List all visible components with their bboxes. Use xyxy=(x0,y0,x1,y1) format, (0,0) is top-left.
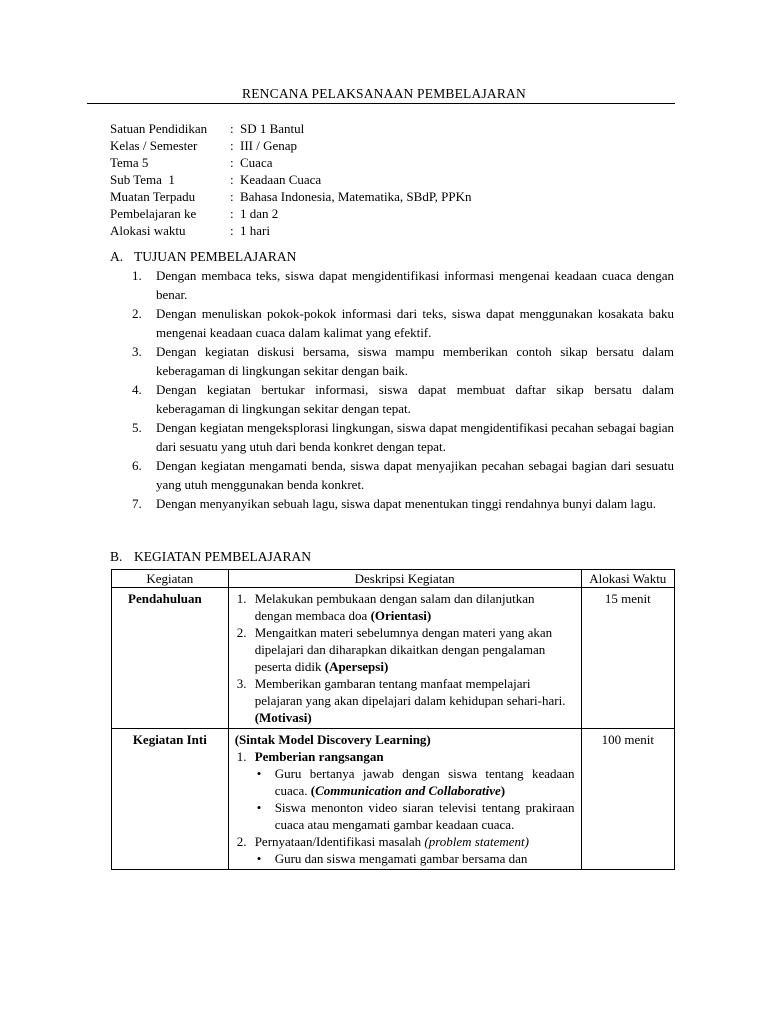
goal-number: 4. xyxy=(132,382,142,397)
goal-item xyxy=(132,342,674,380)
step-title: Pernyataan/Identifikasi masalah xyxy=(254,834,425,849)
activities-table xyxy=(111,569,675,870)
list-item xyxy=(235,624,575,675)
identity-label: Satuan Pendidikan xyxy=(110,121,208,136)
goal-text: Dengan kegiatan mengamati benda, siswa dapat menyajikan pecahan sebagai bagian dari sesuatu yang utuh menggunakan benda konkret. xyxy=(156,458,674,492)
goals-list xyxy=(132,266,674,513)
goal-item xyxy=(132,456,674,494)
step-tag: (Apersepsi) xyxy=(324,659,389,674)
phase-inti: Kegiatan Inti xyxy=(112,729,229,870)
step-title-italic: (problem statement) xyxy=(424,834,529,849)
goal-item xyxy=(132,304,674,342)
identity-value: Keadaan Cuaca xyxy=(240,172,322,187)
list-item xyxy=(235,748,575,765)
identity-value: III / Genap xyxy=(240,138,298,153)
list-item xyxy=(235,765,575,799)
document-title: RENCANA PELAKSANAAN PEMBELAJARAN xyxy=(242,86,526,101)
step-number: 1. xyxy=(236,749,247,764)
bullet-tag-close: ) xyxy=(500,783,506,798)
identity-label: Kelas / Semester xyxy=(110,138,198,153)
identity-colon: : xyxy=(230,172,234,187)
step-title: Pemberian rangsangan xyxy=(254,749,384,764)
step-tag: (Orientasi) xyxy=(370,608,432,623)
step2-bullets xyxy=(235,850,575,867)
goal-number: 7. xyxy=(132,496,142,511)
bullet-text: Siswa menonton video siaran televisi tentang prakiraan cuaca atau mengamati gambar keadaan cuaca. xyxy=(274,800,575,832)
inti-steps xyxy=(235,748,575,765)
step-text: Memberikan gambaran tentang manfaat mempelajari pelajaran yang akan dipelajari dalam kehidupan sehari-hari. xyxy=(254,676,566,708)
list-item xyxy=(235,799,575,833)
goal-item xyxy=(132,418,674,456)
identity-label: Pembelajaran ke xyxy=(110,206,197,221)
bullet-icon: • xyxy=(256,766,262,781)
goal-number: 3. xyxy=(132,344,142,359)
step1-bullets xyxy=(235,765,575,833)
identity-colon: : xyxy=(230,138,234,153)
goal-text: Dengan kegiatan bertukar informasi, siswa dapat membuat daftar sikap bersatu dalam keberagaman di lingkungan sekitar dengan tepat. xyxy=(156,382,674,416)
list-item xyxy=(235,833,575,850)
goal-item xyxy=(132,266,674,304)
identity-value: SD 1 Bantul xyxy=(240,121,305,136)
step-number: 2. xyxy=(236,834,247,849)
model-title: (Sintak Model Discovery Learning) xyxy=(234,732,431,747)
table-row xyxy=(112,729,675,870)
section-letter: A. xyxy=(110,249,124,264)
section-title: TUJUAN PEMBELAJARAN xyxy=(134,249,297,264)
bullet-icon: • xyxy=(256,851,262,866)
list-item xyxy=(235,590,575,624)
goal-item xyxy=(132,494,674,513)
goal-text: Dengan kegiatan mengeksplorasi lingkungan, siswa dapat mengidentifikasi pecahan sebagai bagian dari sesuatu yang utuh dari benda konkret dengan tepat. xyxy=(156,420,674,454)
identity-label: Alokasi waktu xyxy=(110,223,186,238)
identity-colon: : xyxy=(230,206,234,221)
step-text: Mengaitkan materi sebelumnya dengan materi yang akan dipelajari dan diharapkan dikaitkan dengan pengalaman peserta didik xyxy=(254,625,553,674)
step-text: Melakukan pembukaan dengan salam dan dilanjutkan dengan membaca doa xyxy=(254,591,535,623)
phase-pendahuluan: Pendahuluan xyxy=(112,588,229,729)
identity-label: Muatan Terpadu xyxy=(110,189,196,204)
identity-label: Sub Tema 1 xyxy=(110,172,175,187)
time-inti: 100 menit xyxy=(581,729,674,870)
bullet-text: Guru bertanya jawab dengan siswa tentang keadaan cuaca. xyxy=(274,766,575,798)
page-bottom-margin xyxy=(0,930,768,1024)
table-row xyxy=(112,588,675,729)
identity-colon: : xyxy=(230,155,234,170)
list-item xyxy=(235,850,575,867)
header-deskripsi: Deskripsi Kegiatan xyxy=(228,570,581,588)
section-a-heading xyxy=(110,249,296,265)
inti-description xyxy=(228,729,581,870)
time-pendahuluan: 15 menit xyxy=(581,588,674,729)
step-number: 2. xyxy=(236,625,247,640)
section-letter: B. xyxy=(110,549,123,564)
table-header-row xyxy=(112,570,675,588)
identity-value: 1 hari xyxy=(240,223,270,238)
goal-text: Dengan menuliskan pokok-pokok informasi dari teks, siswa dapat menggunakan kosakata baku mengenai keadaan cuaca dalam kalimat yang efektif. xyxy=(156,306,674,340)
goal-text: Dengan menyanyikan sebuah lagu, siswa dapat menentukan tinggi rendahnya bunyi dalam lagu. xyxy=(156,496,656,511)
identity-value: 1 dan 2 xyxy=(240,206,279,221)
bullet-tag: Communication and Collaborative xyxy=(315,783,501,798)
identity-colon: : xyxy=(230,223,234,238)
bullet-text: Guru dan siswa mengamati gambar bersama dan xyxy=(274,851,528,866)
goal-number: 2. xyxy=(132,306,142,321)
identity-colon: : xyxy=(230,189,234,204)
identity-value: Bahasa Indonesia, Matematika, SBdP, PPKn xyxy=(240,189,472,204)
goal-item xyxy=(132,380,674,418)
bullet-tag-open: ( xyxy=(310,783,316,798)
step-number: 3. xyxy=(236,676,247,691)
header-kegiatan: Kegiatan xyxy=(112,570,229,588)
title-underline xyxy=(87,103,675,104)
list-item xyxy=(235,675,575,726)
section-title: KEGIATAN PEMBELAJARAN xyxy=(134,549,312,564)
section-b-heading xyxy=(110,549,311,565)
step-number: 1. xyxy=(236,591,247,606)
goal-text: Dengan kegiatan diskusi bersama, siswa mampu memberikan contoh sikap bersatu dalam keberagaman di lingkungan sekitar dengan baik. xyxy=(156,344,674,378)
identity-label: Tema 5 xyxy=(110,155,149,170)
pendahuluan-description xyxy=(228,588,581,729)
step-tag: (Motivasi) xyxy=(254,710,312,725)
identity-colon: : xyxy=(230,121,234,136)
goal-number: 1. xyxy=(132,268,142,283)
goal-text: Dengan membaca teks, siswa dapat mengidentifikasi informasi mengenai keadaan cuaca dengan benar. xyxy=(156,268,674,302)
pendahuluan-steps xyxy=(235,590,575,726)
goal-number: 6. xyxy=(132,458,142,473)
bullet-icon: • xyxy=(256,800,262,815)
header-alokasi: Alokasi Waktu xyxy=(581,570,674,588)
goal-number: 5. xyxy=(132,420,142,435)
inti-steps xyxy=(235,833,575,850)
identity-value: Cuaca xyxy=(240,155,273,170)
